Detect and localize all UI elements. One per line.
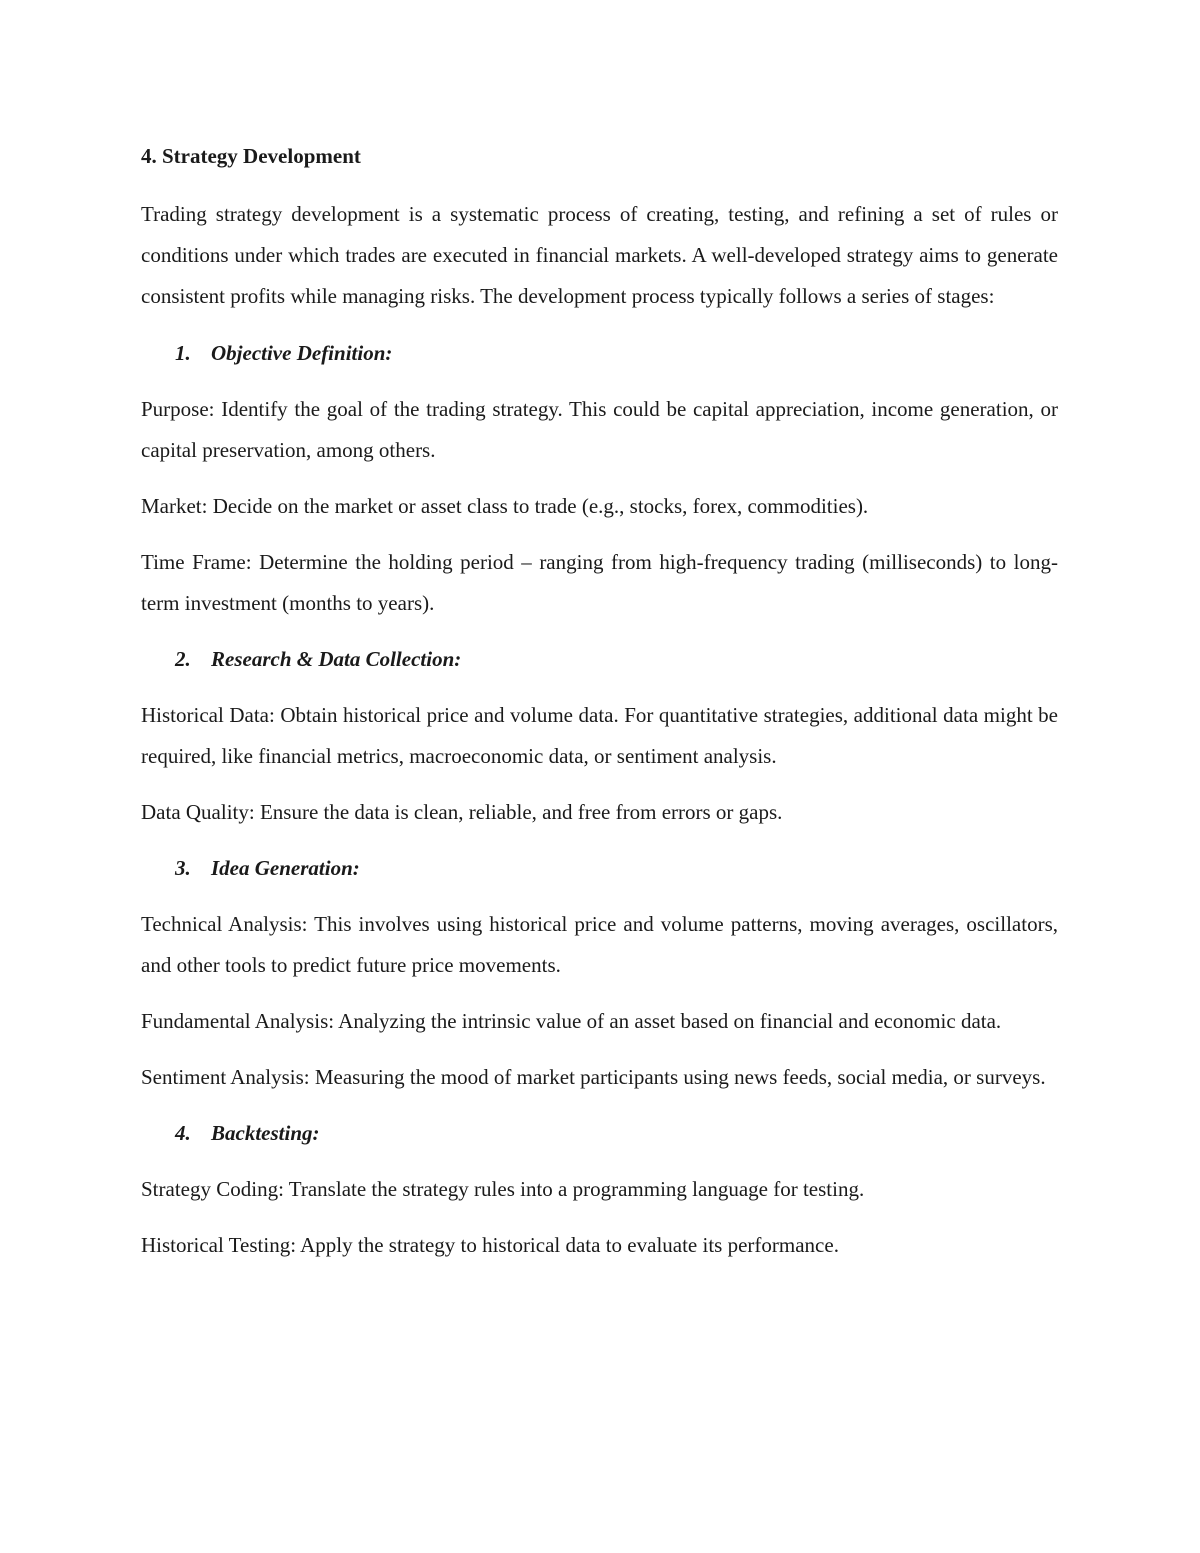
technical-analysis-paragraph: Technical Analysis: This involves using historical price and volume patterns, moving averages, oscillators, and other tools to predict future price movements.	[141, 912, 1058, 977]
stage-heading	[141, 639, 1058, 680]
historical-testing-paragraph: Historical Testing: Apply the strategy to historical data to evaluate its performance.	[141, 1233, 839, 1257]
stage-title: Idea Generation:	[211, 856, 360, 880]
strategy-coding-paragraph: Strategy Coding: Translate the strategy rules into a programming language for testing.	[141, 1177, 865, 1201]
stage-number: 4.	[175, 1121, 191, 1145]
stage-number: 1.	[175, 341, 191, 365]
market-paragraph: Market: Decide on the market or asset class to trade (e.g., stocks, forex, commodities).	[141, 494, 869, 518]
stage-objective-definition	[141, 333, 1058, 624]
stage-heading	[141, 333, 1058, 374]
data-quality-paragraph: Data Quality: Ensure the data is clean, reliable, and free from errors or gaps.	[141, 800, 783, 824]
purpose-paragraph: Purpose: Identify the goal of the trading strategy. This could be capital appreciation, income generation, or capital preservation, among others.	[141, 397, 1058, 462]
stage-heading	[141, 848, 1058, 889]
stage-title: Objective Definition:	[211, 341, 393, 365]
intro-paragraph: Trading strategy development is a systematic process of creating, testing, and refining a set of rules or conditions under which trades are executed in financial markets. A well-developed strategy aims to generate consistent profits while managing risks. The development process typically follows a series of stages:	[141, 202, 1058, 308]
section-title: 4. Strategy Development	[141, 144, 361, 168]
fundamental-analysis-paragraph: Fundamental Analysis: Analyzing the intrinsic value of an asset based on financial and economic data.	[141, 1009, 1002, 1033]
time-frame-paragraph: Time Frame: Determine the holding period – ranging from high-frequency trading (milliseconds) to long-term investment (months to years).	[141, 550, 1058, 615]
sentiment-analysis-paragraph: Sentiment Analysis: Measuring the mood of market participants using news feeds, social media, or surveys.	[141, 1065, 1046, 1089]
stage-backtesting	[141, 1113, 1058, 1266]
stage-title: Backtesting:	[211, 1121, 320, 1145]
stage-number: 3.	[175, 856, 191, 880]
document-page	[141, 140, 1058, 1281]
stage-research-data-collection	[141, 639, 1058, 833]
stage-heading	[141, 1113, 1058, 1154]
stage-idea-generation	[141, 848, 1058, 1098]
historical-data-paragraph: Historical Data: Obtain historical price and volume data. For quantitative strategies, additional data might be required, like financial metrics, macroeconomic data, or sentiment analysis.	[141, 703, 1058, 768]
stage-title: Research & Data Collection:	[211, 647, 462, 671]
stage-number: 2.	[175, 647, 191, 671]
